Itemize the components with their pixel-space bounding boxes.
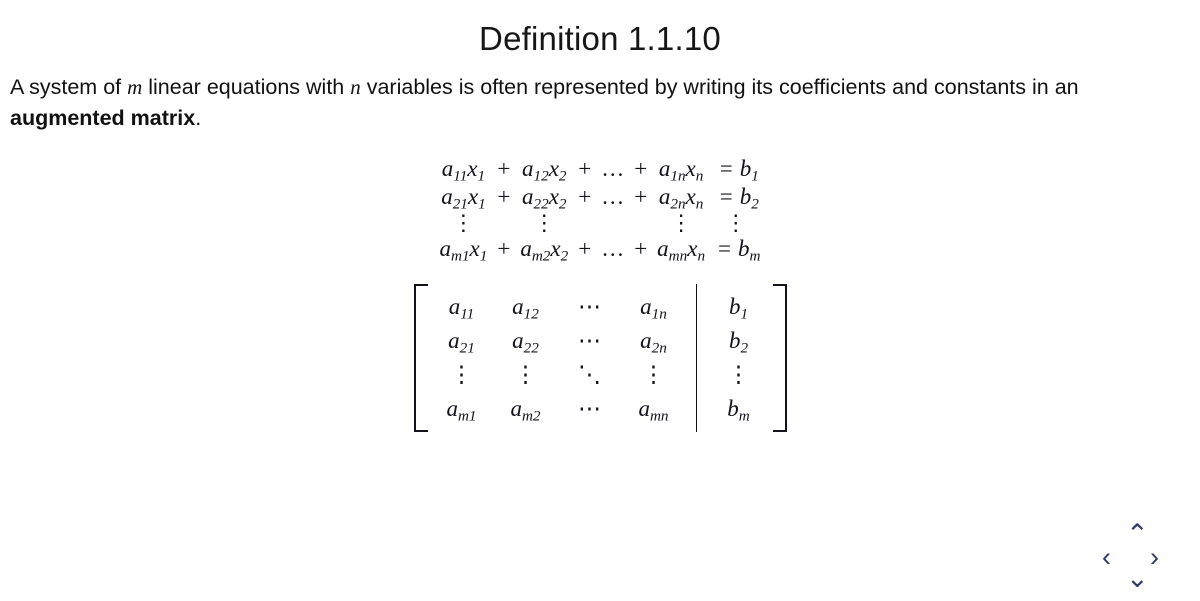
eq-row1-term3: $a_{1n}x_n$ [658, 156, 704, 185]
matrix-r4-aug: $b_m$ [727, 396, 750, 425]
eq-row1-term1: $a_{11}x_1$ [441, 156, 486, 185]
eq-row2-hdots: … [601, 184, 625, 209]
eq-rowm-hdots: … [601, 236, 625, 261]
matrix-r4-hdots: ⋯ [578, 396, 601, 421]
chevron-right-icon[interactable]: › [1150, 542, 1159, 572]
matrix-r2c1: $a_{21}$ [448, 328, 475, 357]
eq-row1-plus1: + [497, 156, 511, 181]
eq-row2-rhs: = $b_2$ [719, 184, 759, 213]
augmented-divider [696, 284, 697, 432]
eq-row1-rhs: = $b_1$ [719, 156, 759, 185]
eq-row1-hdots: … [601, 156, 625, 181]
matrix-r2-aug: $b_2$ [728, 328, 749, 357]
eq-row2-plus2: + [578, 184, 592, 209]
matrix-r4c2: $a_{m2}$ [510, 396, 541, 425]
eq-rowm-plus3: + [634, 236, 648, 261]
eq-vdots-col3 [667, 212, 695, 234]
paragraph-part-3: variables is often represented by writing its coefficients and constants in an [360, 75, 1079, 99]
eq-rowm-term2: $a_{m2}x_2$ [520, 236, 569, 265]
matrix-r4c1: $a_{m1}$ [446, 396, 477, 425]
matrix-r2-hdots: ⋯ [578, 328, 601, 353]
matrix-left-bracket [414, 284, 428, 432]
eq-row1-term2: $a_{12}x_2$ [522, 156, 567, 185]
eq-vdots-col1 [449, 212, 477, 234]
variable-m: m [127, 75, 143, 99]
matrix-r2c3: $a_{2n}$ [640, 328, 667, 357]
augmented-matrix [414, 284, 787, 432]
matrix-r3c1: ⋮ [450, 362, 473, 387]
matrix-r1-hdots: ⋯ [578, 294, 601, 319]
bold-term-augmented-matrix: augmented matrix [10, 106, 196, 130]
eq-vdots-col4 [722, 212, 750, 234]
eq-rowm-term1: $a_{m1}x_1$ [439, 236, 488, 265]
matrix-r1c3: $a_{1n}$ [640, 294, 667, 323]
definition-paragraph [10, 72, 1184, 134]
matrix-r1-aug: $b_1$ [728, 294, 749, 323]
matrix-r3-ddots: ⋱ [578, 362, 601, 387]
eq-row2-term2: $a_{22}x_2$ [522, 184, 567, 213]
matrix-r1c1: $a_{11}$ [448, 294, 475, 323]
math-area [8, 156, 1192, 432]
navigation-controls[interactable] [1096, 519, 1174, 593]
matrix-r3c2: ⋮ [514, 362, 537, 387]
page-title: Definition 1.1.10 [479, 20, 721, 57]
equation-system [437, 156, 764, 265]
eq-row2-plus1: + [497, 184, 511, 209]
eq-rowm-term3: $a_{mn}x_n$ [657, 236, 706, 265]
eq-rowm-rhs: = $b_m$ [718, 236, 761, 265]
eq-rowm-plus2: + [578, 236, 592, 261]
matrix-right-bracket [773, 284, 787, 432]
matrix-r3c3: ⋮ [642, 362, 665, 387]
eq-row2-plus3: + [634, 184, 648, 209]
chevron-up-icon[interactable]: ⌃ [1126, 519, 1149, 549]
eq-rowm-plus1: + [497, 236, 511, 261]
eq-row2-term3: $a_{2n}x_n$ [658, 184, 704, 213]
eq-row1-plus3: + [634, 156, 648, 181]
matrix-r1c2: $a_{12}$ [512, 294, 539, 323]
paragraph-part-4: . [195, 106, 202, 130]
variable-n: n [350, 75, 361, 99]
eq-vdots-col2 [530, 212, 558, 234]
matrix-r2c2: $a_{22}$ [512, 328, 539, 357]
matrix-r3-aug: ⋮ [727, 362, 750, 387]
matrix-r4c3: $a_{mn}$ [638, 396, 669, 425]
eq-row2-term1: $a_{21}x_1$ [441, 184, 486, 213]
matrix-grid [432, 284, 769, 432]
paragraph-part-1: A system of [10, 75, 128, 99]
paragraph-part-2: linear equations with [142, 75, 351, 99]
chevron-down-icon[interactable]: ⌄ [1126, 563, 1149, 593]
eq-row1-plus2: + [578, 156, 592, 181]
chevron-left-icon[interactable]: ‹ [1102, 542, 1111, 572]
